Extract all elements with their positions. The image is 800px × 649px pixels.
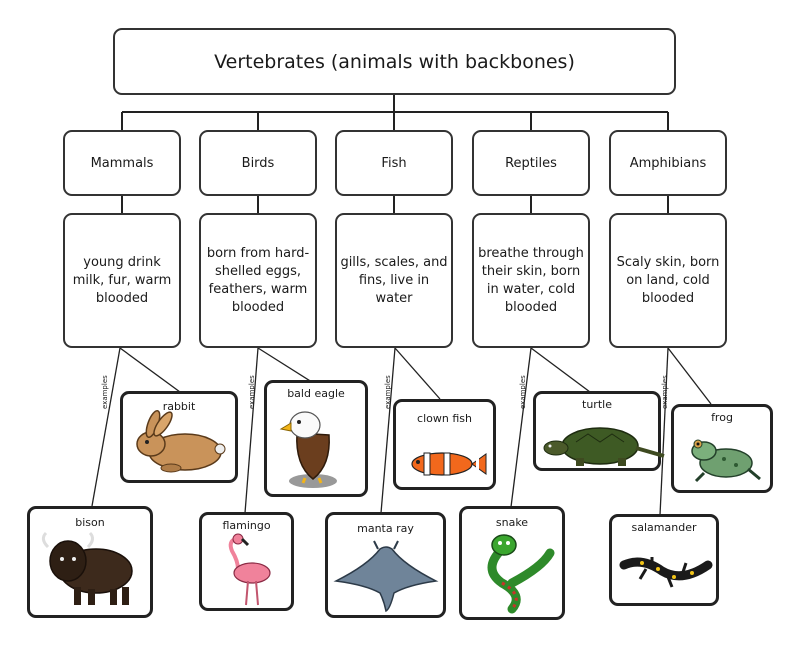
description-text-birds: born from hard-shelled eggs, feathers, warm blooded bbox=[206, 245, 310, 315]
description-text-fish: gills, scales, and fins, live in water bbox=[340, 254, 448, 306]
category-label-birds: Birds bbox=[241, 155, 275, 171]
category-label-reptiles: Reptiles bbox=[505, 155, 557, 171]
clownfish-icon bbox=[396, 402, 493, 487]
example-label-frog: frog bbox=[711, 411, 733, 424]
examples-tag-fish: examples bbox=[384, 375, 392, 409]
manta-ray-icon bbox=[328, 515, 443, 615]
description-box-mammals bbox=[63, 213, 181, 348]
category-box-mammals bbox=[63, 130, 181, 196]
salamander-icon bbox=[612, 517, 716, 603]
example-card-snake bbox=[459, 506, 565, 620]
example-label-salamander: salamander bbox=[631, 521, 697, 534]
example-card-clown-fish bbox=[393, 399, 496, 490]
category-box-birds bbox=[199, 130, 317, 196]
bison-icon bbox=[30, 509, 150, 615]
example-card-rabbit bbox=[120, 391, 238, 483]
description-box-reptiles bbox=[472, 213, 590, 348]
example-card-bald-eagle bbox=[264, 380, 368, 497]
example-label-bald-eagle: bald eagle bbox=[287, 387, 345, 400]
diagram-title: Vertebrates (animals with backbones) bbox=[214, 50, 575, 73]
title-box bbox=[113, 28, 676, 95]
example-label-clown-fish: clown fish bbox=[417, 412, 472, 425]
description-box-fish bbox=[335, 213, 453, 348]
example-card-salamander bbox=[609, 514, 719, 606]
category-label-amphibians: Amphibians bbox=[629, 155, 707, 171]
examples-tag-mammals: examples bbox=[101, 375, 109, 409]
turtle-icon bbox=[536, 394, 671, 468]
example-card-flamingo bbox=[199, 512, 294, 611]
example-label-rabbit: rabbit bbox=[162, 400, 196, 413]
category-box-fish bbox=[335, 130, 453, 196]
description-box-amphibians bbox=[609, 213, 727, 348]
category-label-fish: Fish bbox=[381, 155, 407, 171]
example-label-manta-ray: manta ray bbox=[357, 522, 414, 535]
rabbit-icon bbox=[123, 394, 235, 480]
description-text-amphibians: Scaly skin, born on land, cold blooded bbox=[616, 254, 720, 306]
frog-icon bbox=[674, 407, 770, 490]
category-box-amphibians bbox=[609, 130, 727, 196]
example-card-bison bbox=[27, 506, 153, 618]
snake-icon bbox=[462, 509, 562, 617]
example-label-snake: snake bbox=[495, 516, 529, 529]
category-box-reptiles bbox=[472, 130, 590, 196]
examples-tag-amphibians: examples bbox=[661, 375, 669, 409]
description-text-mammals: young drink milk, fur, warm blooded bbox=[72, 254, 172, 306]
category-label-mammals: Mammals bbox=[90, 155, 154, 171]
examples-tag-reptiles: examples bbox=[519, 375, 527, 409]
examples-tag-birds: examples bbox=[248, 375, 256, 409]
example-card-turtle bbox=[533, 391, 661, 471]
description-box-birds bbox=[199, 213, 317, 348]
example-label-turtle: turtle bbox=[582, 398, 612, 411]
flamingo-icon bbox=[202, 515, 291, 608]
example-card-manta-ray bbox=[325, 512, 446, 618]
example-label-bison: bison bbox=[75, 516, 105, 529]
example-card-frog bbox=[671, 404, 773, 493]
eagle-icon bbox=[267, 383, 365, 494]
example-label-flamingo: flamingo bbox=[222, 519, 271, 532]
description-text-reptiles: breathe through their skin, born in water, cold blooded bbox=[478, 245, 584, 315]
